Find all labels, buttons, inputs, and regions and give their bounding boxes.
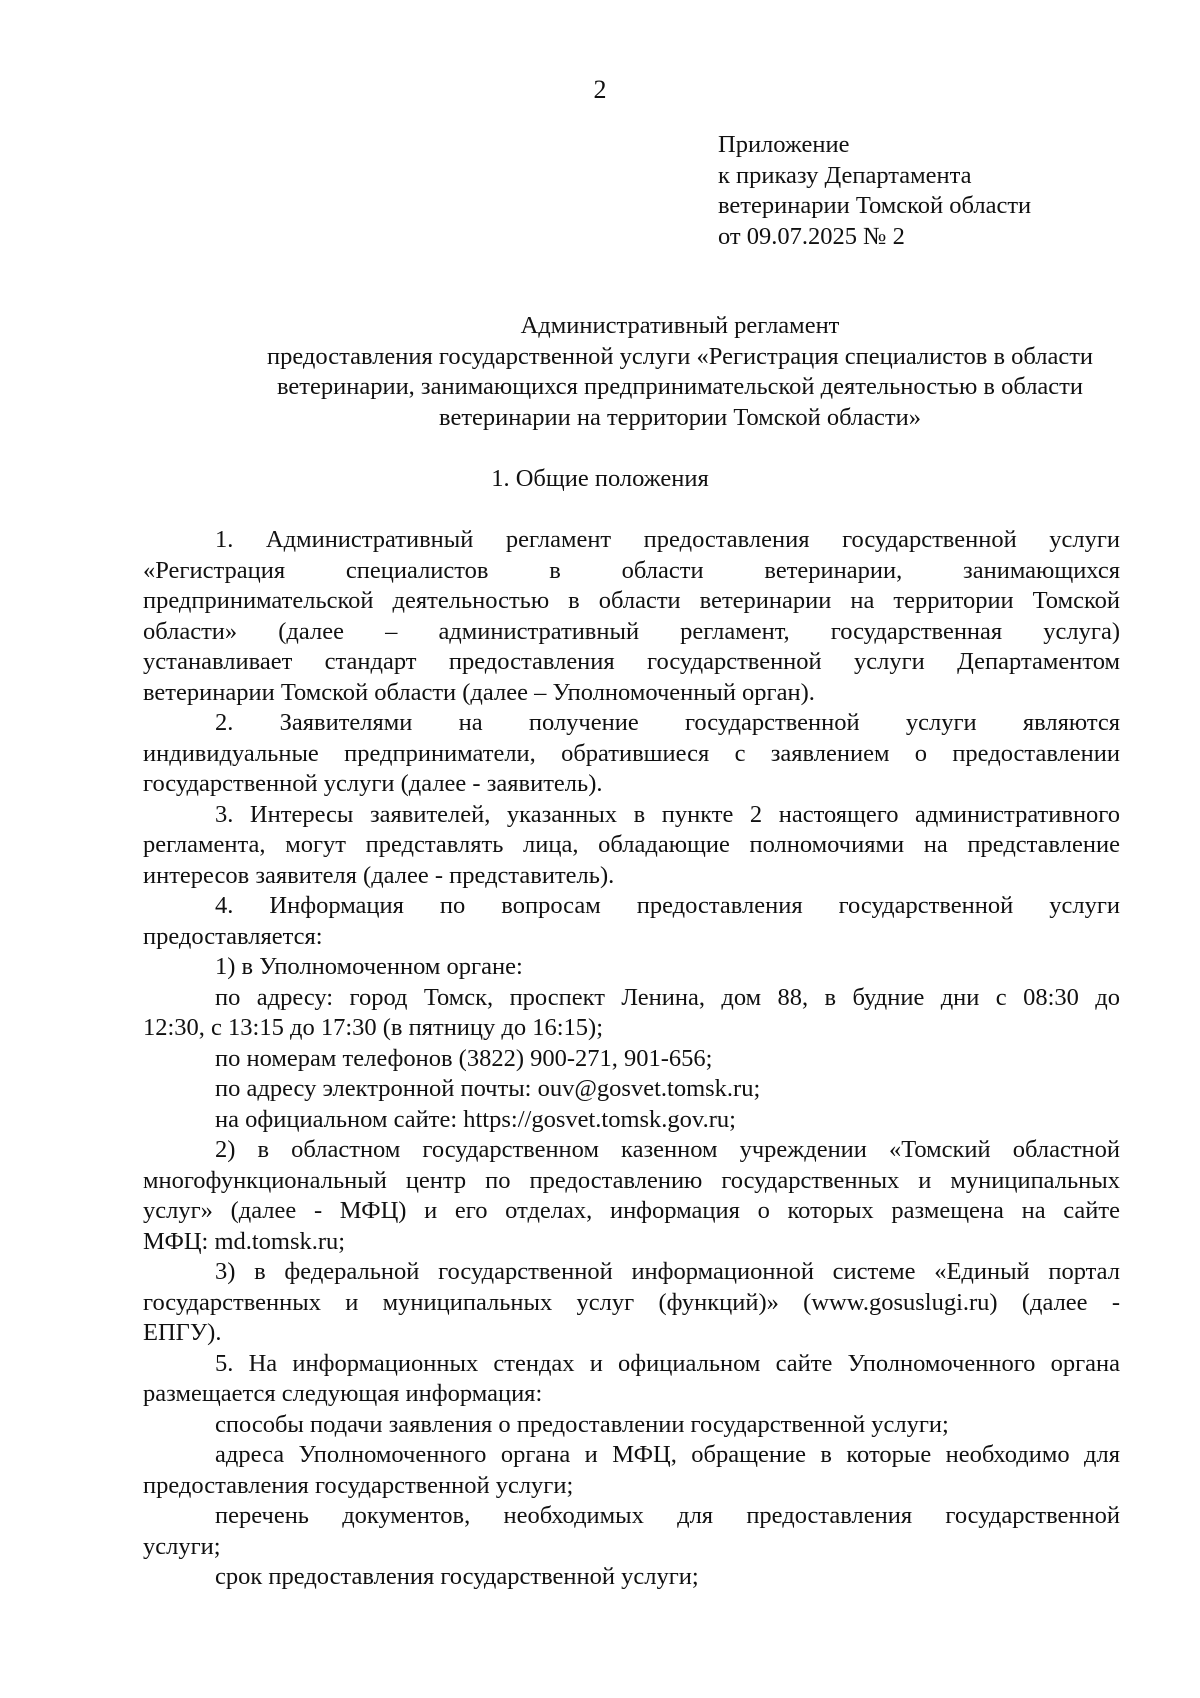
text-line: способы подачи заявления о предоставлении государственной услуги; bbox=[215, 1410, 949, 1438]
title-line: ветеринарии на территории Томской области» bbox=[439, 403, 921, 431]
page-number: 2 bbox=[593, 75, 607, 104]
text-line: государственных и муниципальных услуг (функций)» (www.gosuslugi.ru) (далее - bbox=[143, 1288, 1120, 1316]
text-line: индивидуальные предприниматели, обратившиеся с заявлением о предоставлении bbox=[143, 739, 1120, 767]
text-line: услуги; bbox=[143, 1532, 221, 1560]
text-line: области» (далее – административный регламент, государственная услуга) bbox=[143, 617, 1120, 645]
title-line: Административный регламент bbox=[520, 312, 840, 339]
text-line: ветеринарии Томской области (далее – Уполномоченный орган). bbox=[143, 678, 815, 706]
text-line: регламента, могут представлять лица, обладающие полномочиями на представление bbox=[143, 831, 1120, 858]
text-line: адреса Уполномоченного органа и МФЦ, обращение в которые необходимо для bbox=[215, 1441, 1120, 1468]
text-line: предоставления государственной услуги; bbox=[143, 1471, 574, 1499]
appendix-line: к приказу Департамента bbox=[718, 161, 972, 189]
text-line: перечень документов, необходимых для предоставления государственной bbox=[215, 1502, 1120, 1529]
text-line: предоставляется: bbox=[143, 922, 323, 950]
text-line: по номерам телефонов (3822) 900-271, 901-656; bbox=[215, 1044, 713, 1072]
text-line: срок предоставления государственной услуги; bbox=[215, 1563, 699, 1590]
text-line: на официальном сайте: https://gosvet.tomsk.gov.ru; bbox=[215, 1105, 736, 1133]
title-line: ветеринарии, занимающихся предпринимательской деятельностью в области bbox=[276, 373, 1083, 400]
appendix-line: от 09.07.2025 № 2 bbox=[718, 222, 905, 250]
text-line: интересов заявителя (далее - представитель). bbox=[143, 861, 615, 889]
title-line: предоставления государственной услуги «Регистрация специалистов в области bbox=[266, 342, 1094, 370]
text-line: МФЦ: md.tomsk.ru; bbox=[143, 1227, 346, 1255]
appendix-line: Приложение bbox=[718, 131, 850, 158]
text-line: по адресу: город Томск, проспект Ленина, дом 88, в будние дни с 08:30 до bbox=[215, 983, 1120, 1011]
text-line: услуг» (далее - МФЦ) и его отделах, информация о которых размещена на сайте bbox=[143, 1197, 1120, 1224]
text-line: по адресу электронной почты: ouv@gosvet.tomsk.ru; bbox=[215, 1075, 761, 1102]
text-line: 2) в областном государственном казенном учреждении «Томский областной bbox=[215, 1136, 1120, 1163]
document-title bbox=[150, 311, 1200, 433]
text-line: 3. Интересы заявителей, указанных в пункте 2 настоящего административного bbox=[215, 800, 1120, 828]
text-line: государственной услуги (далее - заявитель). bbox=[143, 770, 603, 797]
text-line: 2. Заявителями на получение государственной услуги являются bbox=[215, 709, 1120, 736]
text-line: многофункциональный центр по предоставлению государственных и муниципальных bbox=[143, 1166, 1120, 1194]
appendix-block bbox=[718, 130, 1031, 252]
text-line: 1. Административный регламент предоставления государственной услуги bbox=[215, 526, 1120, 553]
appendix-line: ветеринарии Томской области bbox=[718, 192, 1032, 219]
text-line: 1) в Уполномоченном органе: bbox=[215, 953, 523, 980]
text-line: размещается следующая информация: bbox=[143, 1380, 543, 1407]
text-line: 5. На информационных стендах и официальном сайте Уполномоченного органа bbox=[215, 1349, 1120, 1377]
text-line: «Регистрация специалистов в области ветеринарии, занимающихся bbox=[143, 556, 1120, 584]
text-line: 12:30, с 13:15 до 17:30 (в пятницу до 16:15); bbox=[143, 1014, 604, 1041]
text-line: ЕПГУ). bbox=[143, 1319, 222, 1346]
document-body bbox=[143, 525, 1120, 1593]
text-line: 4. Информация по вопросам предоставления государственной услуги bbox=[215, 892, 1120, 919]
text-line: предпринимательской деятельностью в области ветеринарии на территории Томской bbox=[143, 587, 1120, 614]
section-heading: 1. Общие положения bbox=[491, 465, 709, 492]
text-line: устанавливает стандарт предоставления государственной услуги Департаментом bbox=[143, 648, 1120, 675]
text-line: 3) в федеральной государственной информационной системе «Единый портал bbox=[215, 1258, 1120, 1285]
